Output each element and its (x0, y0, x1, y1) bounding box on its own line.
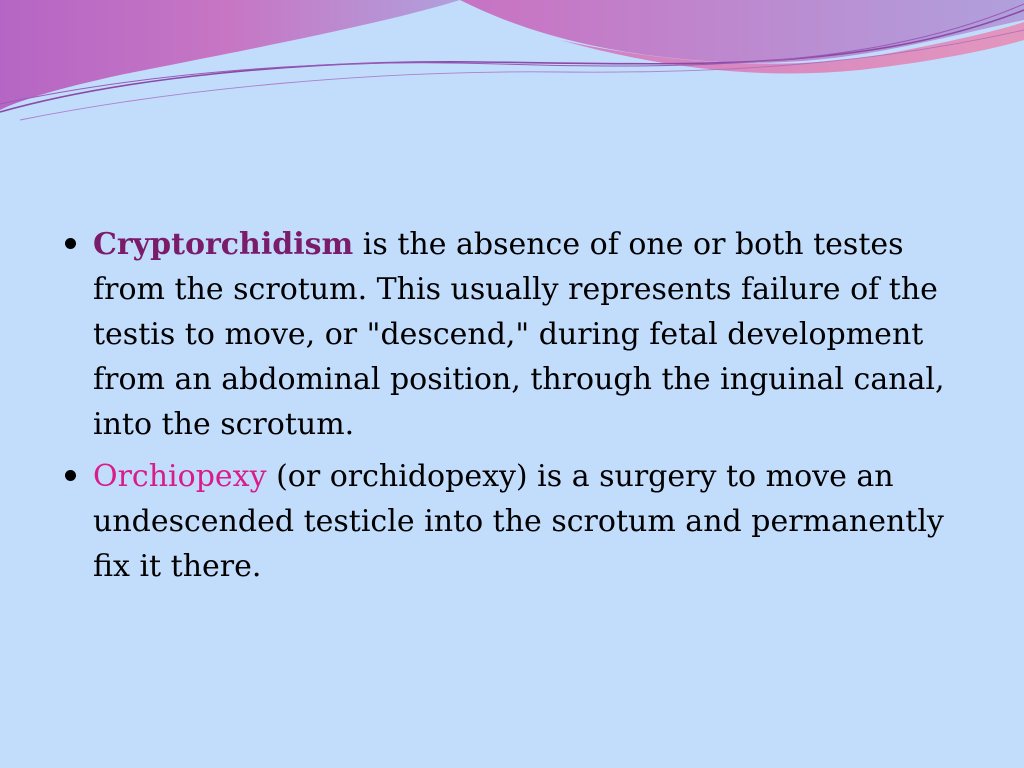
bullet-item-orchiopexy (62, 454, 982, 589)
definition-cryptorchidism: is the absence of one or both testes from the scrotum. This usually represents failure of the testis to move, or "descend," during fetal development from an abdominal position, through the inguinal canal, into the scrotum. (93, 227, 945, 442)
bullet-list (62, 222, 982, 589)
bullet-item-cryptorchidism (62, 222, 982, 447)
definition-orchiopexy: (or orchidopexy) is a surgery to move an undescended testicle into the scrotum and permanently fix it there. (93, 459, 944, 584)
wave-band-left (0, 0, 460, 110)
bullet-dot-icon (65, 238, 76, 249)
bullet-dot-icon (65, 470, 76, 481)
term-orchiopexy: Orchiopexy (93, 459, 267, 494)
header-wave-decoration (0, 0, 1024, 130)
term-cryptorchidism: Cryptorchidism (93, 227, 354, 262)
slide-content (62, 222, 982, 596)
